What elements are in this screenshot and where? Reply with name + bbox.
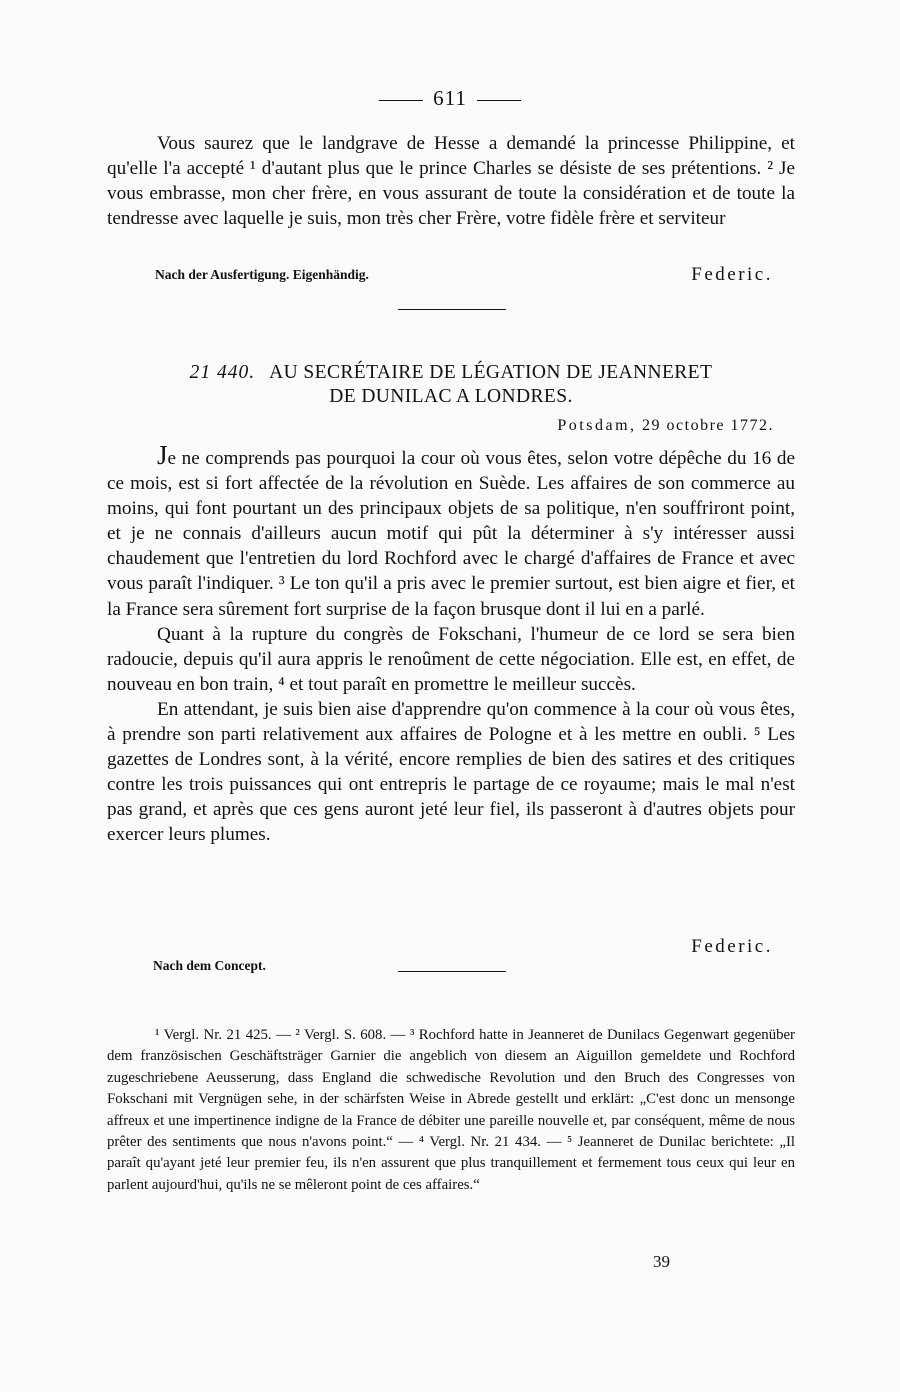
page-number: 611 <box>433 86 467 110</box>
letter2-signature: Federic. <box>691 936 773 957</box>
letter2-para2: Quant à la rupture du congrès de Fokschani, l'humeur de ce lord se sera bien radoucie, depuis qu'il aura appris le renoûment de cette négociation. Elle est, en effet, de nouveau en bon train, ⁴ et tout paraît en promettre le meilleur succès. <box>107 623 795 695</box>
letter1-text: Vous saurez que le landgrave de Hesse a demandé la princesse Philippine, et qu'elle l'a accepté ¹ d'autant plus que le prince Charles se désiste de ses prétentions. ² Je vous embrasse, mon cher frère, en vous assurant de toute la considération et de toute la tendresse avec laquelle je suis, mon très cher Frère, votre fidèle frère et serviteur <box>107 133 795 230</box>
page-header <box>0 86 900 111</box>
letter2-place: Potsdam, <box>557 417 637 434</box>
letter2-number: 21 440. <box>189 362 256 383</box>
letter1-closing <box>155 264 773 285</box>
letter2-para1 <box>107 440 795 622</box>
footnotes-text: ¹ Vergl. Nr. 21 425. — ² Vergl. S. 608. — ³ Rochford hatte in Jeanneret de Dunilacs Gegenwart gegenüber dem französischen Geschäftsträger Garnier die angeblich von diesem an Aiguillon gemeldete und Rochford zugeschriebene Aeusserung, dass England die schwedische Revolution und den Bruch des Congresses von Fokschani mit Vergnügen sehe, in der schärfsten Weise in Abrede gestellt und erklärt: „C'est donc un mensonge affreux et une impertinence indigne de la France de débiter une pareille nouvelle et, par conséquent, même de nous prêter des sentiments que nous n'avons point.“ — ⁴ Vergl. Nr. 21 434. — ⁵ Jeanneret de Dunilac berichtete: „Il paraît qu'ayant jeté leur premier feu, ils n'en assurent que plus tranquillement et fermement tous ceux qui leur en parlent aujourd'hui, qu'ils ne se mêleront point de ces affaires.“ <box>107 1027 795 1193</box>
letter2-heading-line1 <box>107 361 795 385</box>
letter2-date: 29 octobre 1772. <box>642 417 774 434</box>
header-dash-right <box>477 100 521 101</box>
letter2-body <box>107 440 795 848</box>
letter2-dateline <box>557 417 774 435</box>
letter2-end-rule <box>398 971 506 972</box>
letter2-dropcap: J <box>157 440 168 470</box>
letter1-source-note: Nach der Ausfertigung. Eigenhändig. <box>155 267 369 282</box>
letter2-para3: En attendant, je suis bien aise d'apprendre qu'on commence à la cour où vous êtes, à prendre son parti relativement aux affaires de Pologne et à les mettre en oubli. ⁵ Les gazettes de Londres sont, à la vérité, encore remplies de bien des satires et des critiques contre les trois puissances qui ont entrepris le partage de ce royaume; mais le mal n'est pas grand, et après que ces gens auront jeté leur fiel, ils passeront à d'autres objets pour exercer leurs plumes. <box>107 698 795 846</box>
letter2-para1-text: e ne comprends pas pourquoi la cour où vous êtes, selon votre dépêche du 16 de ce mois, est si fort affectée de la révolution en Suède. Les affaires de son commerce au moins, qui font pourtant un des principaux objets de sa politique, n'en souffriront point, et je ne connais d'ailleurs aucun motif qui pût la déterminer à s'y intéresser aussi chaudement que l'entretien du lord Rochford avec le chargé d'affaires de France et avec vous paraît l'indiquer. ³ Le ton qu'il a pris avec le premier surtout, est bien aigre et fier, et la France sera sûrement fort surprise de la façon brusque dont il lui en a parlé. <box>107 448 795 620</box>
letter2-heading <box>107 361 795 409</box>
header-dash-left <box>379 100 423 101</box>
letter1-signature: Federic. <box>691 264 773 285</box>
footnotes <box>107 1025 795 1196</box>
letter1-body <box>107 131 795 231</box>
section-divider <box>398 309 506 310</box>
signature-mark: 39 <box>653 1252 670 1271</box>
letter2-source-note: Nach dem Concept. <box>153 958 266 973</box>
letter2-title-line1: AU SECRÉTAIRE DE LÉGATION DE JEANNERET <box>269 362 713 383</box>
letter2-title-line2: DE DUNILAC A LONDRES. <box>329 386 573 407</box>
